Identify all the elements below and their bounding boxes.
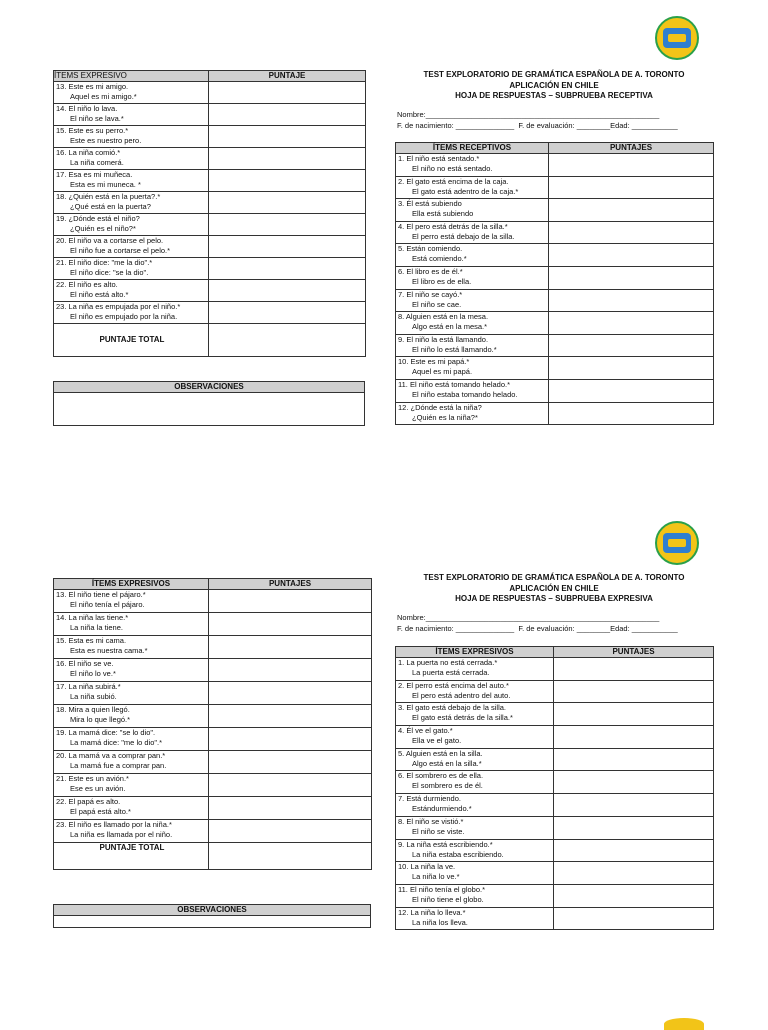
item-line-2: La niña estaba escribiendo. <box>412 849 504 859</box>
score-cell[interactable] <box>549 266 714 289</box>
table-row <box>54 258 366 280</box>
expresivo-items-table <box>395 646 714 930</box>
table-row <box>396 907 714 930</box>
item-text <box>54 126 209 148</box>
puntaje-total-label: PUNTAJE TOTAL <box>54 324 209 357</box>
table-row <box>54 728 372 751</box>
item-line-2: Algo está en la silla.* <box>412 758 482 768</box>
table-row <box>396 884 714 907</box>
score-cell[interactable] <box>554 680 714 703</box>
score-cell[interactable] <box>549 334 714 357</box>
table-row <box>54 82 366 104</box>
item-line-2: La mamá dice: "me lo dio".* <box>70 738 163 747</box>
header-subtitle: APLICACIÓN EN CHILE <box>509 80 599 90</box>
item-text <box>54 705 209 728</box>
item-line-2: ¿Qué está en la puerta? <box>70 202 151 211</box>
item-line-2: Este es nuestro pero. <box>70 136 142 145</box>
item-line-1: 5. Alguien está en la silla. <box>398 748 483 758</box>
score-cell[interactable] <box>209 705 372 728</box>
table-row <box>54 170 366 192</box>
fechas-fields[interactable]: F. de nacimiento: ______________ F. de evaluación: ________Edad: ___________ <box>397 624 678 633</box>
item-line-2: El sombrero es de él. <box>412 781 483 791</box>
item-text <box>54 797 209 820</box>
score-cell[interactable] <box>209 258 366 280</box>
item-line-2: El libro es de ella. <box>412 276 472 286</box>
item-line-1: 19. ¿Dónde está el niño? <box>56 214 140 223</box>
item-line-1: 22. El niño es alto. <box>56 280 118 289</box>
table-row <box>54 820 372 843</box>
item-line-2: La niña la tiene. <box>70 623 123 632</box>
item-text <box>54 236 209 258</box>
observaciones-header: OBSERVACIONES <box>54 905 371 916</box>
score-cell[interactable] <box>209 751 372 774</box>
item-line-1: 17. La niña subirá.* <box>56 682 121 691</box>
score-cell[interactable] <box>549 357 714 380</box>
score-cell[interactable] <box>209 236 366 258</box>
observaciones-header: OBSERVACIONES <box>54 382 365 393</box>
score-cell[interactable] <box>554 703 714 726</box>
col-puntajes-header: PUNTAJES <box>549 143 714 154</box>
item-text <box>396 703 554 726</box>
school-logo <box>655 16 699 60</box>
school-logo-partial <box>664 1018 704 1030</box>
item-line-2: El papá está alto.* <box>70 807 131 816</box>
score-cell[interactable] <box>549 154 714 177</box>
item-text <box>54 751 209 774</box>
puntaje-total-cell[interactable] <box>209 324 366 357</box>
table-row <box>396 176 714 199</box>
table-row <box>396 289 714 312</box>
score-cell[interactable] <box>209 820 372 843</box>
col-items-header: ÍTEMS EXPRESIVO <box>54 71 209 82</box>
score-cell[interactable] <box>554 884 714 907</box>
item-line-2: La puerta está cerrada. <box>412 668 490 677</box>
score-cell[interactable] <box>549 176 714 199</box>
school-logo <box>655 521 699 565</box>
item-line-1: 5. Están comiendo. <box>398 244 463 254</box>
item-text <box>54 682 209 705</box>
observaciones-box-top <box>53 381 365 426</box>
col-puntaje-header: PUNTAJE <box>209 71 366 82</box>
item-line-1: 10. Este es mi papá.* <box>398 357 470 367</box>
item-line-1: 11. El niño está tomando helado.* <box>398 379 511 389</box>
table-row <box>54 797 372 820</box>
score-cell[interactable] <box>209 104 366 126</box>
col-items-header: ÍTEMS EXPRESIVOS <box>54 579 209 590</box>
score-cell[interactable] <box>554 862 714 885</box>
item-line-1: 6. El libro es de él.* <box>398 266 463 276</box>
fechas-fields[interactable]: F. de nacimiento: ______________ F. de evaluación: ________Edad: ___________ <box>397 121 678 130</box>
expresivo-table-top <box>53 70 366 357</box>
item-line-1: 13. El niño tiene el pájaro.* <box>56 590 146 599</box>
table-row <box>54 214 366 236</box>
item-line-2: El niño estaba tomando helado. <box>412 389 518 399</box>
score-cell[interactable] <box>209 82 366 104</box>
item-line-1: 4. Él ve el gato.* <box>398 726 453 736</box>
table-row <box>396 199 714 222</box>
item-line-1: 9. El niño la está llamando. <box>398 334 489 344</box>
item-text <box>396 907 554 930</box>
table-row <box>54 104 366 126</box>
item-line-1: 12. La niña lo lleva.* <box>398 907 466 917</box>
score-cell[interactable] <box>209 590 372 613</box>
item-line-2: ¿Quién es la niña?* <box>412 412 478 422</box>
item-line-1: 9. La niña está escribiendo.* <box>398 839 493 849</box>
item-line-2: Estándurmiendo.* <box>412 804 472 814</box>
table-row <box>396 839 714 862</box>
header-sheet-type: HOJA DE RESPUESTAS – SUBPRUEBA EXPRESIVA <box>455 594 653 603</box>
item-line-1: 17. Esa es mi muñeca. <box>56 170 133 179</box>
header-top <box>395 70 713 102</box>
table-row <box>396 334 714 357</box>
item-text <box>54 104 209 126</box>
item-text <box>396 379 549 402</box>
table-row <box>396 703 714 726</box>
score-cell[interactable] <box>549 289 714 312</box>
table-row <box>54 302 366 324</box>
item-text <box>396 402 549 425</box>
item-line-1: 16. La niña comió.* <box>56 148 121 157</box>
item-line-1: 19. La mamá dice: "se lo dio". <box>56 728 156 737</box>
table-row <box>54 148 366 170</box>
item-line-2: Esta es mi muneca. * <box>70 180 141 189</box>
item-line-2: El gato está adentro de la caja.* <box>412 186 519 196</box>
col-items-header: ÍTEMS RECEPTIVOS <box>396 143 549 154</box>
score-cell[interactable] <box>209 636 372 659</box>
score-cell[interactable] <box>549 199 714 222</box>
item-line-1: 7. El niño se cayó.* <box>398 289 463 299</box>
item-line-2: La niña los lleva. <box>412 917 468 927</box>
item-line-1: 3. Él está subiendo <box>398 199 462 209</box>
table-row <box>54 590 372 613</box>
score-cell[interactable] <box>554 726 714 749</box>
item-text <box>396 680 554 703</box>
item-line-1: 2. El perro está encima del auto.* <box>398 680 509 690</box>
item-line-2: Algo está en la mesa.* <box>412 322 488 332</box>
score-cell[interactable] <box>209 214 366 236</box>
item-line-1: 3. El gato está debajo de la silla. <box>398 703 506 713</box>
score-cell[interactable] <box>554 658 714 681</box>
table-row <box>54 192 366 214</box>
score-cell[interactable] <box>554 771 714 794</box>
item-line-1: 18. ¿Quién está en la puerta?.* <box>56 192 161 201</box>
item-line-2: ¿Quién es el niño?* <box>70 224 136 233</box>
score-cell[interactable] <box>549 312 714 335</box>
observaciones-box-bottom <box>53 904 371 928</box>
score-cell[interactable] <box>209 302 366 324</box>
item-text <box>396 839 554 862</box>
item-text <box>54 636 209 659</box>
item-line-2: Aquel es mi papá. <box>412 367 473 377</box>
score-cell[interactable] <box>549 221 714 244</box>
table-row <box>54 774 372 797</box>
item-line-1: 23. La niña es empujada por el niño.* <box>56 302 181 311</box>
item-text <box>396 357 549 380</box>
item-line-1: 10. La niña la ve. <box>398 862 456 872</box>
col-puntajes-header: PUNTAJES <box>554 647 714 658</box>
item-line-2: El niño se cae. <box>412 299 462 309</box>
item-text <box>396 334 549 357</box>
item-text <box>54 302 209 324</box>
item-line-1: 21. Este es un avión.* <box>56 774 129 783</box>
item-text <box>396 199 549 222</box>
score-cell[interactable] <box>554 748 714 771</box>
header-title: TEST EXPLORATORIO DE GRAMÁTICA ESPAÑOLA DE A. TORONTO <box>423 573 685 582</box>
item-line-2: El niño es empujado por la niña. <box>70 312 178 321</box>
receptivo-table <box>395 142 714 425</box>
nombre-field[interactable]: Nombre:________________________________________________________ <box>397 110 660 119</box>
item-line-1: 2. El gato está encima de la caja. <box>398 176 509 186</box>
item-text <box>54 82 209 104</box>
table-row <box>396 794 714 817</box>
item-text <box>54 170 209 192</box>
score-cell[interactable] <box>549 379 714 402</box>
item-line-2: El niño lo ve.* <box>70 669 116 678</box>
table-row <box>54 751 372 774</box>
item-text <box>54 774 209 797</box>
score-cell[interactable] <box>554 816 714 839</box>
table-row <box>396 726 714 749</box>
score-cell[interactable] <box>209 728 372 751</box>
table-row <box>396 312 714 335</box>
item-text <box>396 289 549 312</box>
item-line-2: La niña lo ve.* <box>412 872 460 882</box>
score-cell[interactable] <box>554 907 714 930</box>
item-line-2: El niño tenía el pájaro. <box>70 600 145 609</box>
table-row <box>54 659 372 682</box>
item-line-2: Ella ve el gato. <box>412 736 462 746</box>
item-line-1: 8. El niño se vistió.* <box>398 816 464 826</box>
table-row <box>396 402 714 425</box>
item-text <box>396 884 554 907</box>
table-row <box>54 236 366 258</box>
item-text <box>396 658 554 681</box>
table-row <box>396 816 714 839</box>
item-line-1: 14. El niño lo lava. <box>56 104 118 113</box>
score-cell[interactable] <box>549 402 714 425</box>
item-line-1: 1. El niño está sentado.* <box>398 154 480 163</box>
item-text <box>396 816 554 839</box>
item-line-2: Esta es nuestra cama.* <box>70 646 148 655</box>
item-line-1: 1. La puerta no está cerrada.* <box>398 658 498 667</box>
train-icon <box>663 28 691 48</box>
item-line-2: El pero está adentro del auto. <box>412 690 511 700</box>
item-line-2: El niño fue a cortarse el pelo.* <box>70 246 171 255</box>
item-text <box>396 748 554 771</box>
item-text <box>396 244 549 267</box>
item-line-2: Está comiendo.* <box>412 254 467 264</box>
item-text <box>54 192 209 214</box>
item-line-2: La niña comerá. <box>70 158 124 167</box>
item-text <box>396 266 549 289</box>
table-row <box>396 357 714 380</box>
item-line-1: 13. Este es mi amigo. <box>56 82 129 91</box>
item-line-1: 22. El papá es alto. <box>56 797 121 806</box>
item-text <box>396 726 554 749</box>
item-line-2: La niña subió. <box>70 692 117 701</box>
score-cell[interactable] <box>549 244 714 267</box>
table-row <box>396 379 714 402</box>
table-row <box>396 221 714 244</box>
item-line-2: El gato está detrás de la silla.* <box>412 713 513 723</box>
col-puntajes-header: PUNTAJES <box>209 579 372 590</box>
item-text <box>54 659 209 682</box>
item-text <box>54 613 209 636</box>
item-text <box>54 148 209 170</box>
header-title: TEST EXPLORATORIO DE GRAMÁTICA ESPAÑOLA DE A. TORONTO <box>423 70 685 79</box>
observaciones-field[interactable] <box>54 393 365 426</box>
table-row <box>54 613 372 636</box>
table-row <box>396 680 714 703</box>
item-text <box>54 280 209 302</box>
puntaje-total-cell[interactable] <box>209 843 372 870</box>
puntaje-total-label: PUNTAJE TOTAL <box>54 843 209 870</box>
train-icon <box>663 533 691 553</box>
item-text <box>54 590 209 613</box>
item-line-1: 15. Esta es mi cama. <box>56 636 127 645</box>
table-row <box>54 682 372 705</box>
item-line-2: La niña es llamada por el niño. <box>70 830 173 839</box>
item-text <box>54 214 209 236</box>
item-line-2: El niño está alto.* <box>70 290 129 299</box>
item-line-2: El niño dice: "se la dio". <box>70 268 149 277</box>
item-line-1: 7. Está durmiendo. <box>398 794 461 804</box>
item-text <box>396 862 554 885</box>
item-line-1: 15. Este es su perro.* <box>56 126 129 135</box>
item-text <box>396 221 549 244</box>
col-items-header: ÍTEMS EXPRESIVOS <box>396 647 554 658</box>
table-row <box>396 244 714 267</box>
item-line-2: El niño lo está llamando.* <box>412 344 497 354</box>
item-line-1: 16. El niño se ve. <box>56 659 114 668</box>
score-cell[interactable] <box>209 192 366 214</box>
item-line-2: Mira lo que llegó.* <box>70 715 131 724</box>
item-line-1: 20. El niño va a cortarse el pelo. <box>56 236 164 245</box>
table-row <box>396 658 714 681</box>
score-cell[interactable] <box>554 839 714 862</box>
item-line-1: 21. El niño dice: "me la dio".* <box>56 258 153 267</box>
score-cell[interactable] <box>209 148 366 170</box>
item-line-2: El perro está debajo de la silla. <box>412 231 515 241</box>
item-line-2: El niño se viste. <box>412 826 465 836</box>
score-cell[interactable] <box>209 659 372 682</box>
table-row <box>54 280 366 302</box>
item-line-1: 6. El sombrero es de ella. <box>398 771 484 781</box>
item-text <box>396 771 554 794</box>
table-row <box>396 771 714 794</box>
item-text <box>396 312 549 335</box>
item-line-2: El niño tiene el globo. <box>412 894 484 904</box>
item-text <box>396 794 554 817</box>
item-line-2: Ese es un avión. <box>70 784 126 793</box>
item-line-1: 18. Mira a quien llegó. <box>56 705 130 714</box>
item-text <box>396 176 549 199</box>
item-line-2: El niño no está sentado. <box>412 164 493 173</box>
table-row <box>54 636 372 659</box>
item-line-2: La mamá fue a comprar pan. <box>70 761 167 770</box>
item-line-2: Ella está subiendo <box>412 209 474 219</box>
item-text <box>54 820 209 843</box>
table-row <box>396 862 714 885</box>
expresivo-table-bottom <box>53 578 372 870</box>
item-line-1: 14. La niña las tiene.* <box>56 613 129 622</box>
score-cell[interactable] <box>209 170 366 192</box>
score-cell[interactable] <box>209 280 366 302</box>
table-row <box>396 154 714 177</box>
table-row <box>54 126 366 148</box>
item-text <box>54 728 209 751</box>
item-line-1: 8. Alguien está en la mesa. <box>398 312 489 322</box>
item-line-1: 12. ¿Dónde está la niña? <box>398 402 482 412</box>
nombre-field[interactable]: Nombre:________________________________________________________ <box>397 613 660 622</box>
observaciones-field[interactable] <box>54 916 371 928</box>
item-line-1: 11. El niño tenía el globo.* <box>398 884 486 894</box>
item-text <box>396 154 549 177</box>
score-cell[interactable] <box>209 774 372 797</box>
score-cell[interactable] <box>554 794 714 817</box>
item-line-1: 20. La mamá va a comprar pan.* <box>56 751 166 760</box>
score-cell[interactable] <box>209 797 372 820</box>
header-subtitle: APLICACIÓN EN CHILE <box>509 583 599 593</box>
item-line-2: Aquel es mi amigo.* <box>70 92 137 101</box>
table-row <box>396 266 714 289</box>
table-row <box>54 705 372 728</box>
score-cell[interactable] <box>209 682 372 705</box>
item-line-1: 23. El niño es llamado por la niña.* <box>56 820 172 829</box>
item-line-2: El niño se lava.* <box>70 114 124 123</box>
score-cell[interactable] <box>209 613 372 636</box>
header-sheet-type: HOJA DE RESPUESTAS – SUBPRUEBA RECEPTIVA <box>455 91 653 100</box>
item-text <box>54 258 209 280</box>
table-row <box>396 748 714 771</box>
score-cell[interactable] <box>209 126 366 148</box>
header-bottom <box>395 573 713 605</box>
item-line-1: 4. El pero está detrás de la silla.* <box>398 221 508 231</box>
